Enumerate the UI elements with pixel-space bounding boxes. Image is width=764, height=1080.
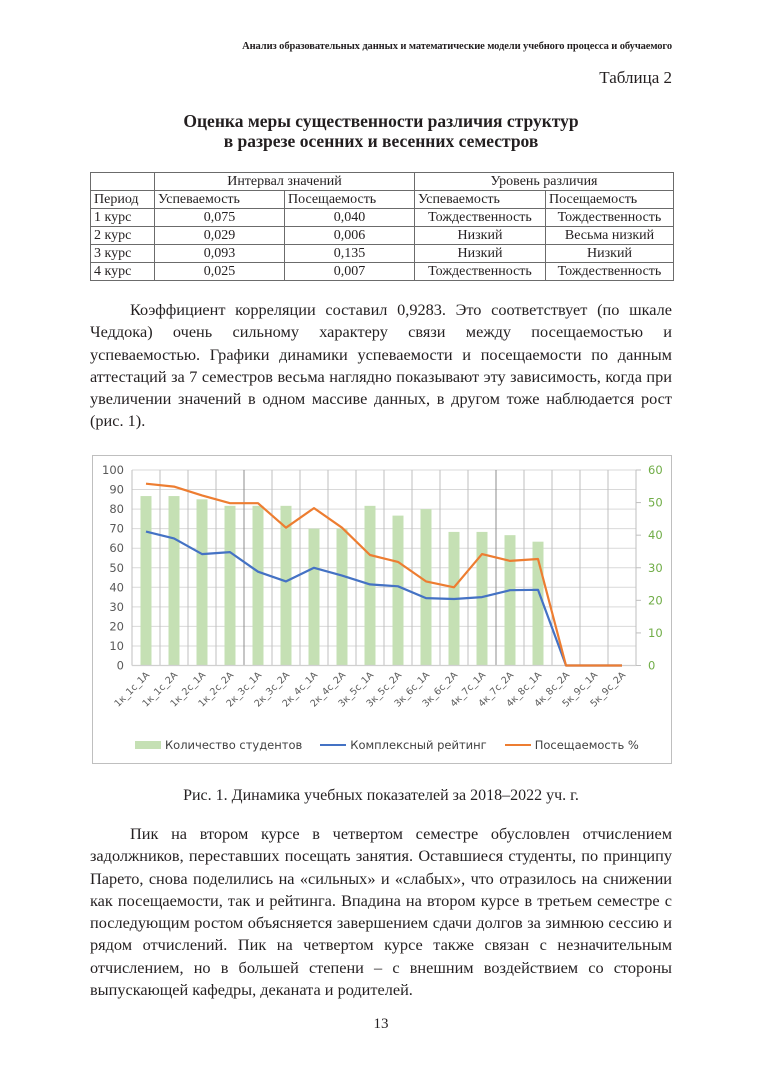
level-cell: Низкий xyxy=(415,245,546,263)
table-label: Таблица 2 xyxy=(599,68,672,87)
legend-item-attendance xyxy=(505,738,639,752)
level-cell: Тождественность xyxy=(546,209,674,227)
bar-students xyxy=(309,529,320,666)
value-cell: 0,006 xyxy=(285,227,415,245)
right-axis-tick-label: 50 xyxy=(648,495,663,510)
legend-item-rating xyxy=(320,738,486,752)
x-axis-tick-label: 2к_3с_2А xyxy=(252,669,293,710)
left-axis-tick-label: 60 xyxy=(109,541,124,556)
chart-legend xyxy=(135,736,655,754)
level-cell: Низкий xyxy=(415,227,546,245)
legend-swatch-blue-line xyxy=(320,744,346,746)
x-axis-tick-label: 4к_7с_1А xyxy=(448,669,489,710)
left-axis-tick-label: 10 xyxy=(109,638,124,653)
x-axis-tick-label: 1к_2с_2А xyxy=(196,669,237,710)
group-header-interval: Интервал значений xyxy=(155,173,415,191)
legend-item-students xyxy=(135,738,302,752)
period-cell: 1 курс xyxy=(91,209,155,227)
left-axis-tick-label: 30 xyxy=(109,599,124,614)
level-cell: Тождественность xyxy=(415,209,546,227)
x-axis-tick-label: 5к_9с_1А xyxy=(560,669,601,710)
x-axis-tick-label: 1к_2с_1А xyxy=(168,669,209,710)
paragraph-analysis-text: Пик на втором курсе в четвертом семестре обусловлен отчислением задолжников, переставших посещать занятия. Оставшиеся студенты, по принципу Парето, снова поделились на «сильных» и «слабых», что отразилось на снижении как посещаемости, так и рейтинга. Впадина на втором курсе в третьем семестре с последующим ростом объясняется завершением сдачи долгов за зимнюю сессию и рядом отчислений. Пик на четвертом курсе также связан с незначительным отчислением, но в большей степени – с внешним воздействием со стороны выпускающей кафедры, деканата и родителей. xyxy=(90,824,672,1000)
value-cell: 0,025 xyxy=(155,263,285,281)
bar-students xyxy=(225,506,236,666)
level-cell: Низкий xyxy=(546,245,674,263)
column-header: Посещаемость xyxy=(546,191,674,209)
x-axis-tick-label: 2к_4с_1А xyxy=(280,669,321,710)
left-axis-tick-label: 20 xyxy=(109,619,124,634)
column-header: Успеваемость xyxy=(415,191,546,209)
value-cell: 0,075 xyxy=(155,209,285,227)
right-axis-tick-label: 40 xyxy=(648,528,663,543)
legend-swatch-bars xyxy=(135,741,161,749)
bar-students xyxy=(477,532,488,666)
table-title-line2: в разрезе осенних и весенних семестров xyxy=(223,131,539,151)
legend-swatch-orange-line xyxy=(505,744,531,746)
right-axis-tick-label: 60 xyxy=(648,463,663,477)
bar-students xyxy=(281,506,292,666)
x-axis-tick-label: 4к_8с_1А xyxy=(504,669,545,710)
x-axis-tick-label: 3к_6с_1А xyxy=(392,669,433,710)
level-cell: Весьма низкий xyxy=(546,227,674,245)
value-cell: 0,135 xyxy=(285,245,415,263)
column-header: Успеваемость xyxy=(155,191,285,209)
level-cell: Тождественность xyxy=(546,263,674,281)
x-axis-tick-label: 3к_5с_1А xyxy=(336,669,377,710)
value-cell: 0,093 xyxy=(155,245,285,263)
x-axis-tick-label: 1к_1с_1А xyxy=(112,669,153,710)
left-axis-tick-label: 80 xyxy=(109,502,124,517)
period-cell: 3 курс xyxy=(91,245,155,263)
level-cell: Тождественность xyxy=(415,263,546,281)
bar-students xyxy=(337,529,348,666)
x-axis-tick-label: 3к_5с_2А xyxy=(364,669,405,710)
x-axis-tick-label: 5к_9с_2А xyxy=(588,669,629,710)
column-header: Период xyxy=(91,191,155,209)
legend-label: Комплексный рейтинг xyxy=(350,738,487,752)
left-axis-tick-label: 90 xyxy=(109,482,124,497)
value-cell: 0,029 xyxy=(155,227,285,245)
x-axis-tick-label: 2к_4с_2А xyxy=(308,669,349,710)
period-cell: 4 курс xyxy=(91,263,155,281)
value-cell: 0,007 xyxy=(285,263,415,281)
x-axis-tick-label: 1к_1с_2А xyxy=(140,669,181,710)
right-axis-tick-label: 30 xyxy=(648,560,663,575)
bar-students xyxy=(253,506,264,666)
figure-caption: Рис. 1. Динамика учебных показателей за 2018–2022 уч. г. xyxy=(183,787,579,804)
bar-students xyxy=(197,499,208,665)
bar-students xyxy=(141,496,152,665)
x-axis-tick-label: 4к_8с_2А xyxy=(532,669,573,710)
left-axis-tick-label: 100 xyxy=(102,463,124,477)
legend-label: Количество студентов xyxy=(165,738,303,752)
group-header-level: Уровень различия xyxy=(415,173,674,191)
bar-students xyxy=(505,535,516,665)
column-header: Посещаемость xyxy=(285,191,415,209)
page-number: 13 xyxy=(373,1016,389,1032)
right-axis-tick-label: 0 xyxy=(648,658,656,673)
left-axis-tick-label: 40 xyxy=(109,580,124,595)
bar-students xyxy=(421,509,432,665)
right-axis-tick-label: 10 xyxy=(648,625,663,640)
x-axis-tick-label: 3к_6с_2А xyxy=(420,669,461,710)
x-axis-tick-label: 2к_3с_1А xyxy=(224,669,265,710)
running-head: Анализ образовательных данных и математические модели учебного процесса и обучаемого xyxy=(242,41,672,52)
x-axis-tick-label: 4к_7с_2А xyxy=(476,669,517,710)
left-axis-tick-label: 70 xyxy=(109,521,124,536)
bar-students xyxy=(169,496,180,665)
left-axis-tick-label: 0 xyxy=(116,658,124,673)
legend-label: Посещаемость % xyxy=(534,738,639,752)
period-cell: 2 курс xyxy=(91,227,155,245)
bar-students xyxy=(393,516,404,666)
value-cell: 0,040 xyxy=(285,209,415,227)
paragraph-analysis xyxy=(90,823,672,1001)
table-title-line1: Оценка меры существенности различия структур xyxy=(183,111,579,131)
right-axis-tick-label: 20 xyxy=(648,593,663,608)
left-axis-tick-label: 50 xyxy=(109,560,124,575)
paragraph-correlation-text: Коэффициент корреляции составил 0,9283. Это соответствует (по шкале Чеддока) очень сильному характеру связи между посещаемостью и успеваемостью. Графики динамики успеваемости и посещаемости по данным аттестаций за 7 семестров весьма наглядно показывают эту зависимость, когда при увеличении значений в одном массиве данных, в другом тоже наблюдается рост (рис. 1). xyxy=(90,300,672,431)
